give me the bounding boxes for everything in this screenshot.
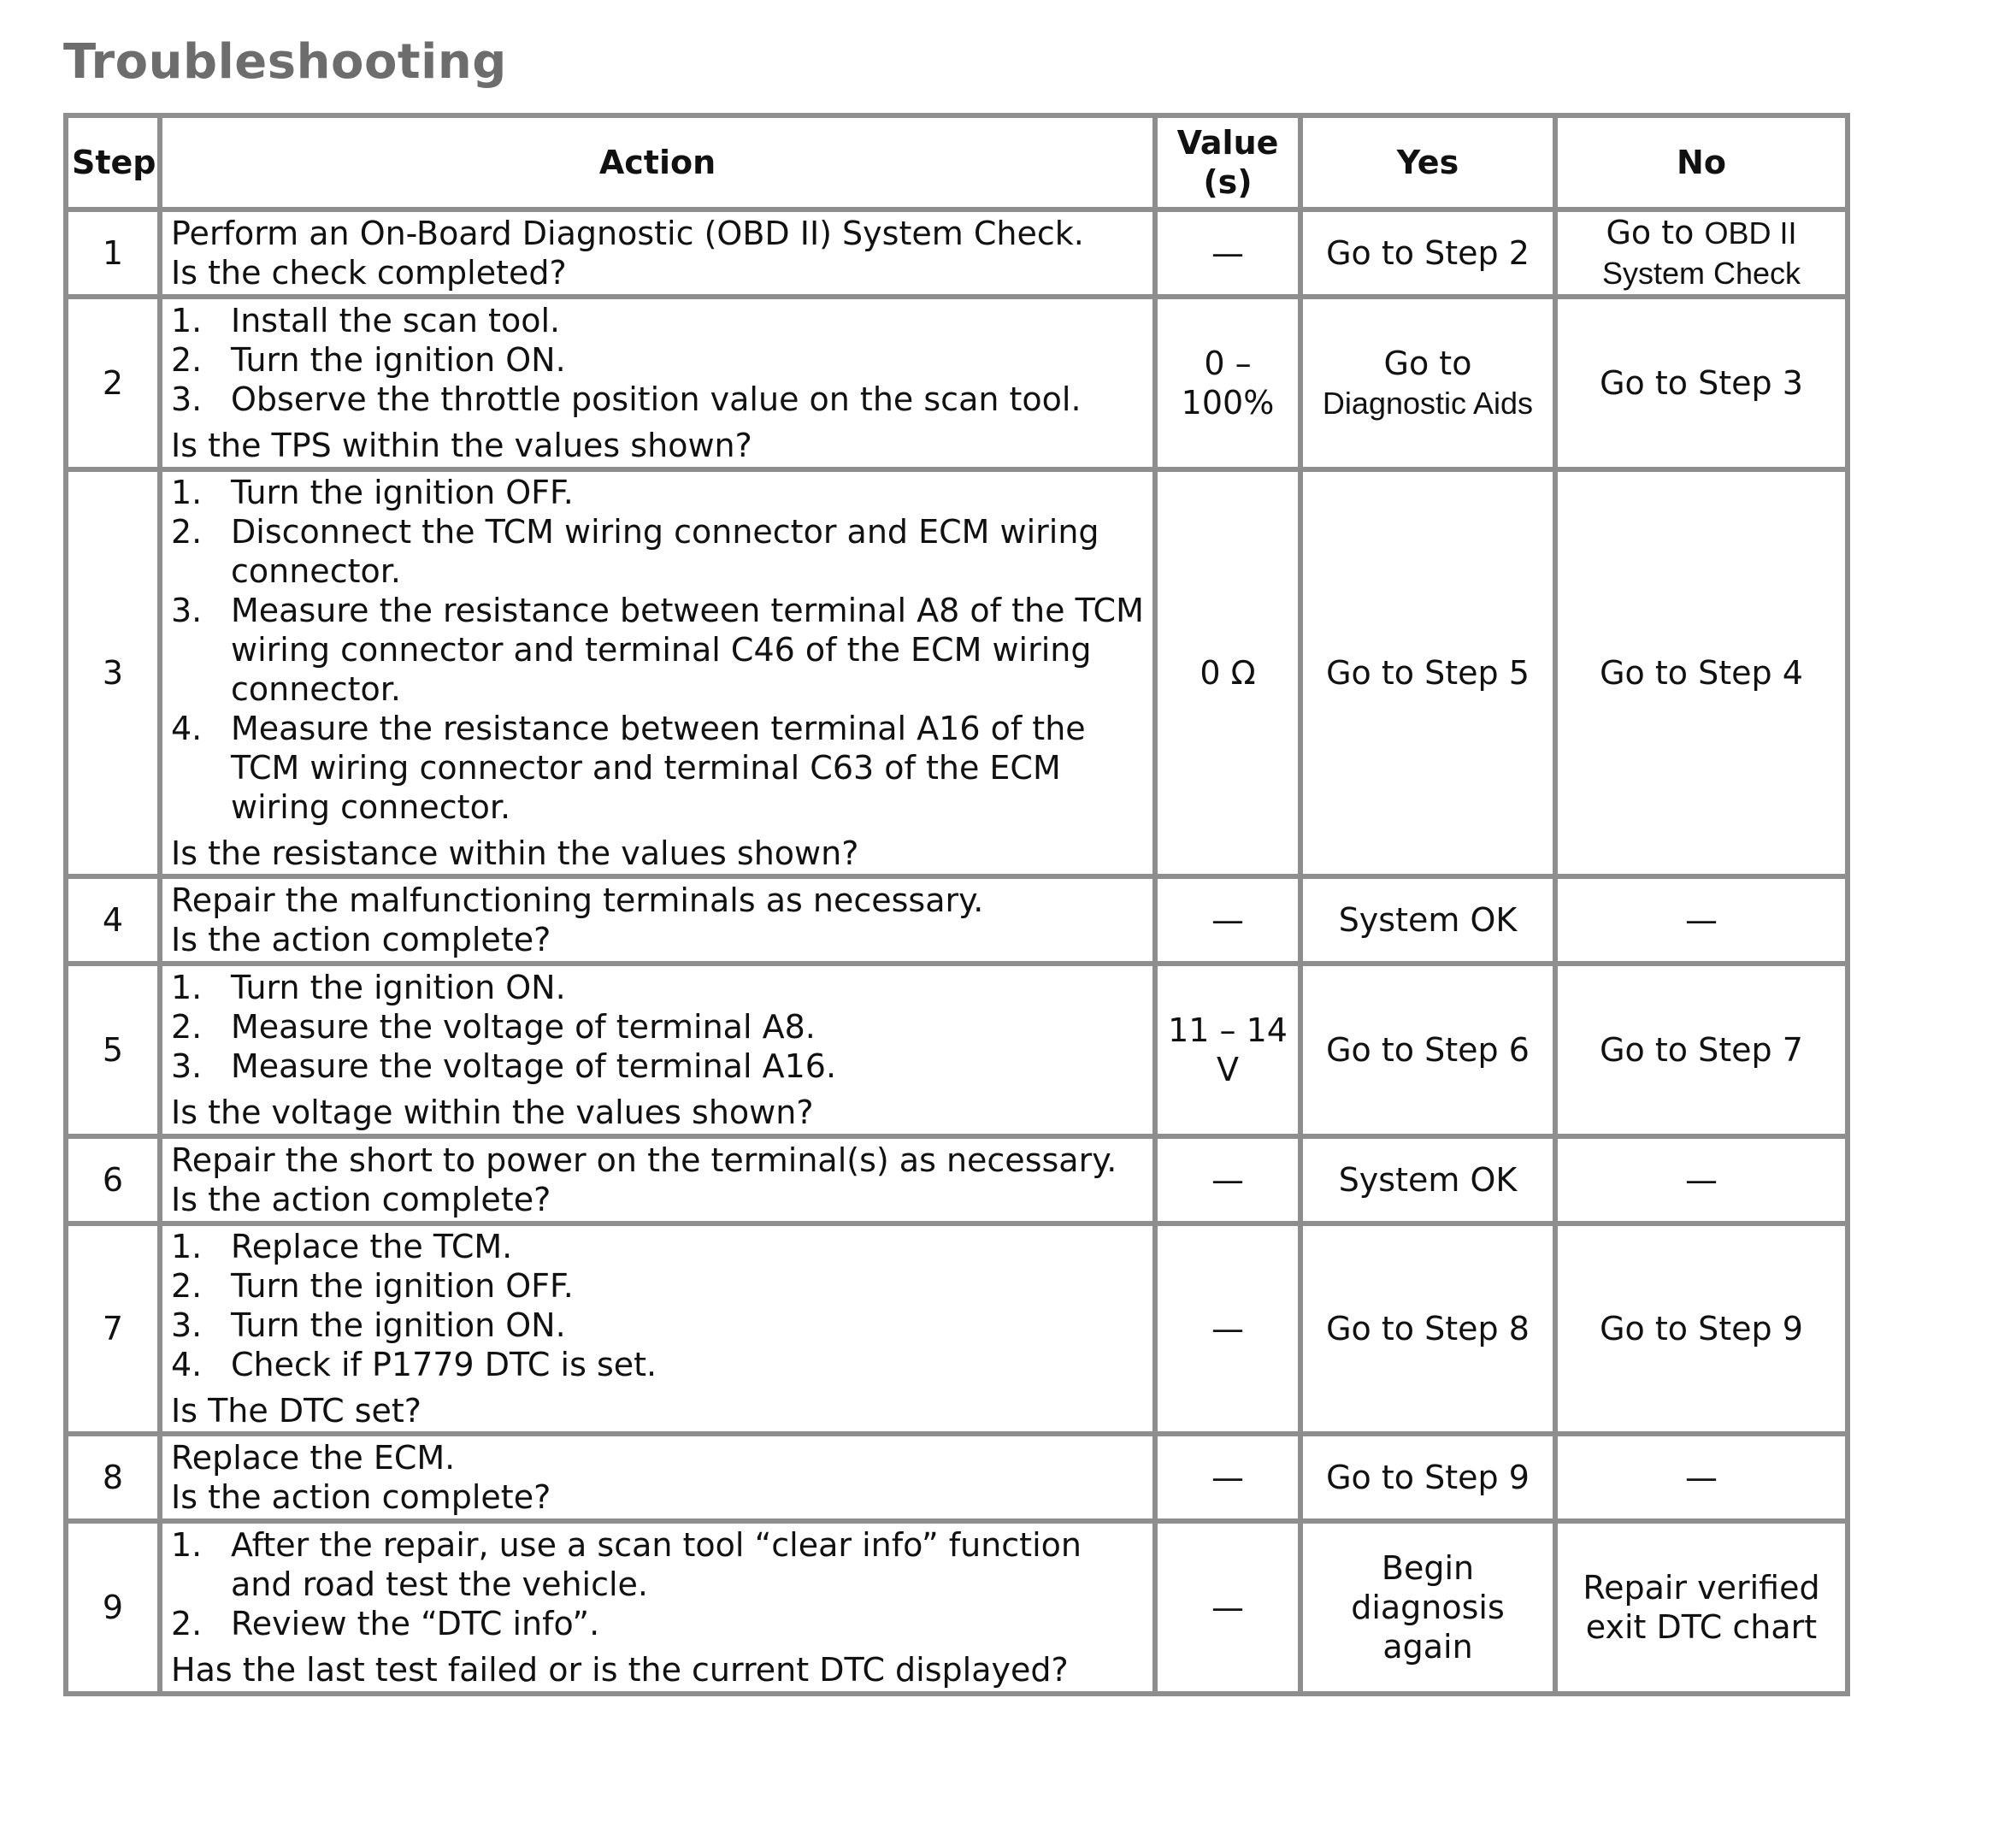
action-question: Is The DTC set?: [171, 1392, 421, 1430]
table-row: [66, 1224, 1848, 1434]
action-cell: [160, 1224, 1155, 1434]
table-row: [66, 876, 1848, 964]
yes-prefix: Go to: [1383, 344, 1472, 382]
action-text: Repair the short to power on the terminal(s) as necessary.: [171, 1141, 1117, 1179]
table-row: [66, 1434, 1848, 1521]
yes-link: Diagnostic Aids: [1322, 385, 1534, 421]
header-yes: Yes: [1300, 115, 1555, 209]
list-item: 1. Replace the TCM.: [171, 1228, 513, 1265]
list-item: 3. Observe the throttle position value on the scan tool.: [171, 380, 1082, 418]
action-text: Replace the ECM.: [171, 1439, 456, 1477]
no-cell: [1555, 209, 1848, 297]
table-row: [66, 297, 1848, 469]
step-number: 2: [66, 297, 160, 469]
value-cell: —: [1155, 876, 1300, 964]
list-item: 3. Measure the resistance between terminal A8 of the TCM wiring connector and terminal C46 of the ECM wiring connector.: [171, 592, 1144, 708]
no-cell: —: [1555, 1434, 1848, 1521]
action-cell: [160, 1521, 1155, 1694]
no-prefix: Go to: [1606, 214, 1695, 251]
action-question: Is the voltage within the values shown?: [171, 1094, 814, 1131]
yes-cell: Begin diagnosis again: [1300, 1521, 1555, 1694]
action-question: Is the check completed?: [171, 254, 567, 292]
no-link: OBD II System Check: [1601, 215, 1801, 291]
action-cell: [160, 209, 1155, 297]
action-steps: [171, 968, 1144, 1086]
yes-cell: System OK: [1300, 1136, 1555, 1224]
no-cell: —: [1555, 1136, 1848, 1224]
header-value: Value (s): [1155, 115, 1300, 209]
table-row: [66, 209, 1848, 297]
no-cell: Repair verified exit DTC chart: [1555, 1521, 1848, 1694]
action-steps: [171, 473, 1144, 827]
step-number: 3: [66, 469, 160, 876]
action-steps: [171, 1525, 1144, 1643]
table-row: [66, 1136, 1848, 1224]
action-cell: [160, 469, 1155, 876]
no-cell: Go to Step 7: [1555, 964, 1848, 1136]
header-no: No: [1555, 115, 1848, 209]
header-step: Step: [66, 115, 160, 209]
action-cell: [160, 297, 1155, 469]
list-item: 4. Check if P1779 DTC is set.: [171, 1346, 657, 1383]
step-number: 1: [66, 209, 160, 297]
no-cell: Go to Step 3: [1555, 297, 1848, 469]
yes-cell: Go to Step 5: [1300, 469, 1555, 876]
list-item: 3. Measure the voltage of terminal A16.: [171, 1047, 837, 1085]
table-row: [66, 469, 1848, 876]
page-title: Troubleshooting: [63, 34, 507, 90]
action-cell: [160, 876, 1155, 964]
list-item: 1. Turn the ignition ON.: [171, 969, 566, 1006]
list-item: 2. Review the “DTC info”.: [171, 1605, 600, 1642]
value-cell: —: [1155, 1521, 1300, 1694]
table-row: [66, 1521, 1848, 1694]
yes-cell: Go to Step 8: [1300, 1224, 1555, 1434]
step-number: 4: [66, 876, 160, 964]
value-cell: —: [1155, 1434, 1300, 1521]
action-cell: [160, 1434, 1155, 1521]
value-cell: —: [1155, 209, 1300, 297]
action-question: Is the resistance within the values shown?: [171, 834, 859, 872]
action-cell: [160, 964, 1155, 1136]
value-cell: —: [1155, 1136, 1300, 1224]
yes-cell: Go to Step 2: [1300, 209, 1555, 297]
yes-cell: Go to Step 9: [1300, 1434, 1555, 1521]
header-action: Action: [160, 115, 1155, 209]
step-number: 9: [66, 1521, 160, 1694]
step-number: 5: [66, 964, 160, 1136]
step-number: 6: [66, 1136, 160, 1224]
value-cell: 0 – 100%: [1155, 297, 1300, 469]
no-cell: Go to Step 9: [1555, 1224, 1848, 1434]
table-row: [66, 964, 1848, 1136]
list-item: 3. Turn the ignition ON.: [171, 1306, 566, 1344]
value-cell: 11 – 14 V: [1155, 964, 1300, 1136]
list-item: 1. After the repair, use a scan tool “clear info” function and road test the vehicle.: [171, 1526, 1082, 1603]
yes-cell: Go to Step 6: [1300, 964, 1555, 1136]
list-item: 1. Turn the ignition OFF.: [171, 474, 574, 511]
list-item: 1. Install the scan tool.: [171, 302, 561, 339]
troubleshooting-table: [63, 113, 1850, 1696]
action-steps: [171, 1227, 1144, 1384]
action-steps: [171, 301, 1144, 419]
no-cell: —: [1555, 876, 1848, 964]
action-question: Is the action complete?: [171, 1181, 551, 1218]
action-question: Has the last test failed or is the current DTC displayed?: [171, 1651, 1069, 1689]
yes-cell: System OK: [1300, 876, 1555, 964]
yes-cell: [1300, 297, 1555, 469]
header-row: [66, 115, 1848, 209]
list-item: 4. Measure the resistance between terminal A16 of the TCM wiring connector and terminal C63 of the ECM wiring connector.: [171, 710, 1086, 826]
list-item: 2. Turn the ignition OFF.: [171, 1267, 574, 1305]
step-number: 8: [66, 1434, 160, 1521]
action-cell: [160, 1136, 1155, 1224]
no-cell: Go to Step 4: [1555, 469, 1848, 876]
action-text: Repair the malfunctioning terminals as necessary.: [171, 882, 984, 919]
step-number: 7: [66, 1224, 160, 1434]
list-item: 2. Disconnect the TCM wiring connector and ECM wiring connector.: [171, 513, 1099, 590]
action-question: Is the TPS within the values shown?: [171, 427, 752, 464]
value-cell: —: [1155, 1224, 1300, 1434]
action-question: Is the action complete?: [171, 921, 551, 958]
action-text: Perform an On-Board Diagnostic (OBD II) System Check.: [171, 215, 1084, 252]
list-item: 2. Measure the voltage of terminal A8.: [171, 1008, 816, 1046]
list-item: 2. Turn the ignition ON.: [171, 341, 566, 379]
action-question: Is the action complete?: [171, 1478, 551, 1516]
value-cell: 0 Ω: [1155, 469, 1300, 876]
